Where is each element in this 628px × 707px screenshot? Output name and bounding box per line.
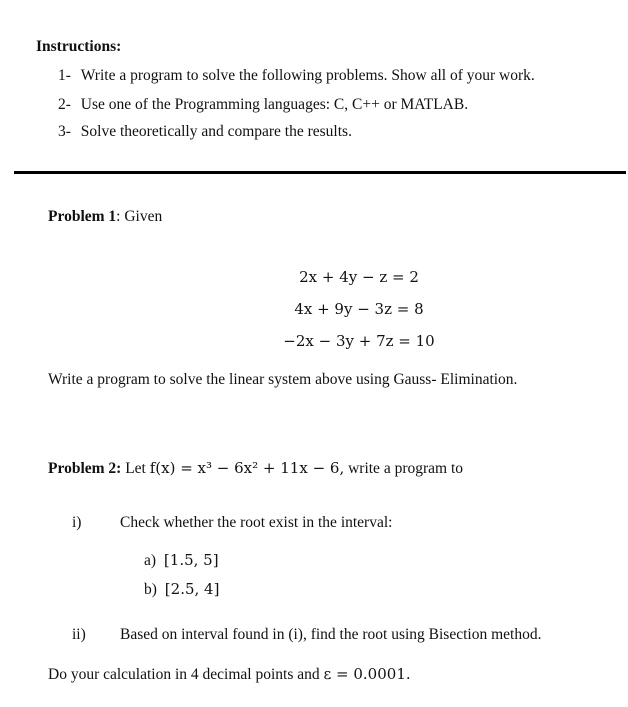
part1-number: i) — [72, 514, 82, 531]
interval-value: [1.5, 5] — [163, 551, 219, 569]
instruction-text: Write a program to solve the following problems. Show all of your work. — [80, 67, 535, 84]
instruction-number: 3- — [58, 123, 71, 140]
interval-label: a) — [144, 552, 157, 569]
problem1-heading — [48, 208, 162, 226]
problem2-lead: Let — [125, 460, 146, 477]
instruction-item — [58, 96, 468, 114]
interval-label: b) — [144, 581, 157, 598]
instruction-number: 1- — [58, 67, 71, 84]
interval-item — [144, 580, 219, 599]
precision-note — [48, 665, 411, 684]
instruction-text: Use one of the Programming languages: C, C++ or MATLAB. — [80, 96, 469, 113]
instruction-item — [58, 67, 535, 85]
interval-item — [144, 551, 219, 570]
equation-1: 2x + 4y − z = 2 — [299, 268, 419, 286]
equation-3: −2x − 3y + 7z = 10 — [283, 332, 435, 350]
problem2-statement — [48, 459, 463, 478]
part2-number: ii) — [72, 626, 86, 643]
instruction-text: Solve theoretically and compare the results. — [80, 123, 352, 140]
instruction-item — [58, 123, 352, 141]
problem1-task: Write a program to solve the linear system above using Gauss- Elimination. — [48, 371, 518, 388]
equation-2: 4x + 9y − 3z = 8 — [294, 300, 424, 318]
problem2-function: f(x) = x³ − 6x² + 11x − 6, — [149, 459, 345, 477]
problem1-label: Problem 1 — [48, 208, 117, 225]
instruction-number: 2- — [58, 96, 71, 113]
section-divider — [14, 171, 626, 174]
problem2-tail: write a program to — [348, 460, 464, 477]
instructions-heading: Instructions: — [36, 38, 122, 55]
part2-text: Based on interval found in (i), find the root using Bisection method. — [120, 626, 542, 643]
precision-note-epsilon: ε = 0.0001. — [323, 665, 411, 683]
interval-value: [2.5, 4] — [164, 580, 220, 598]
problem1-suffix: : Given — [116, 208, 163, 225]
precision-note-text: Do your calculation in 4 decimal points and — [48, 666, 320, 683]
problem2-label: Problem 2: — [48, 460, 122, 477]
part1-text: Check whether the root exist in the interval: — [120, 514, 393, 531]
